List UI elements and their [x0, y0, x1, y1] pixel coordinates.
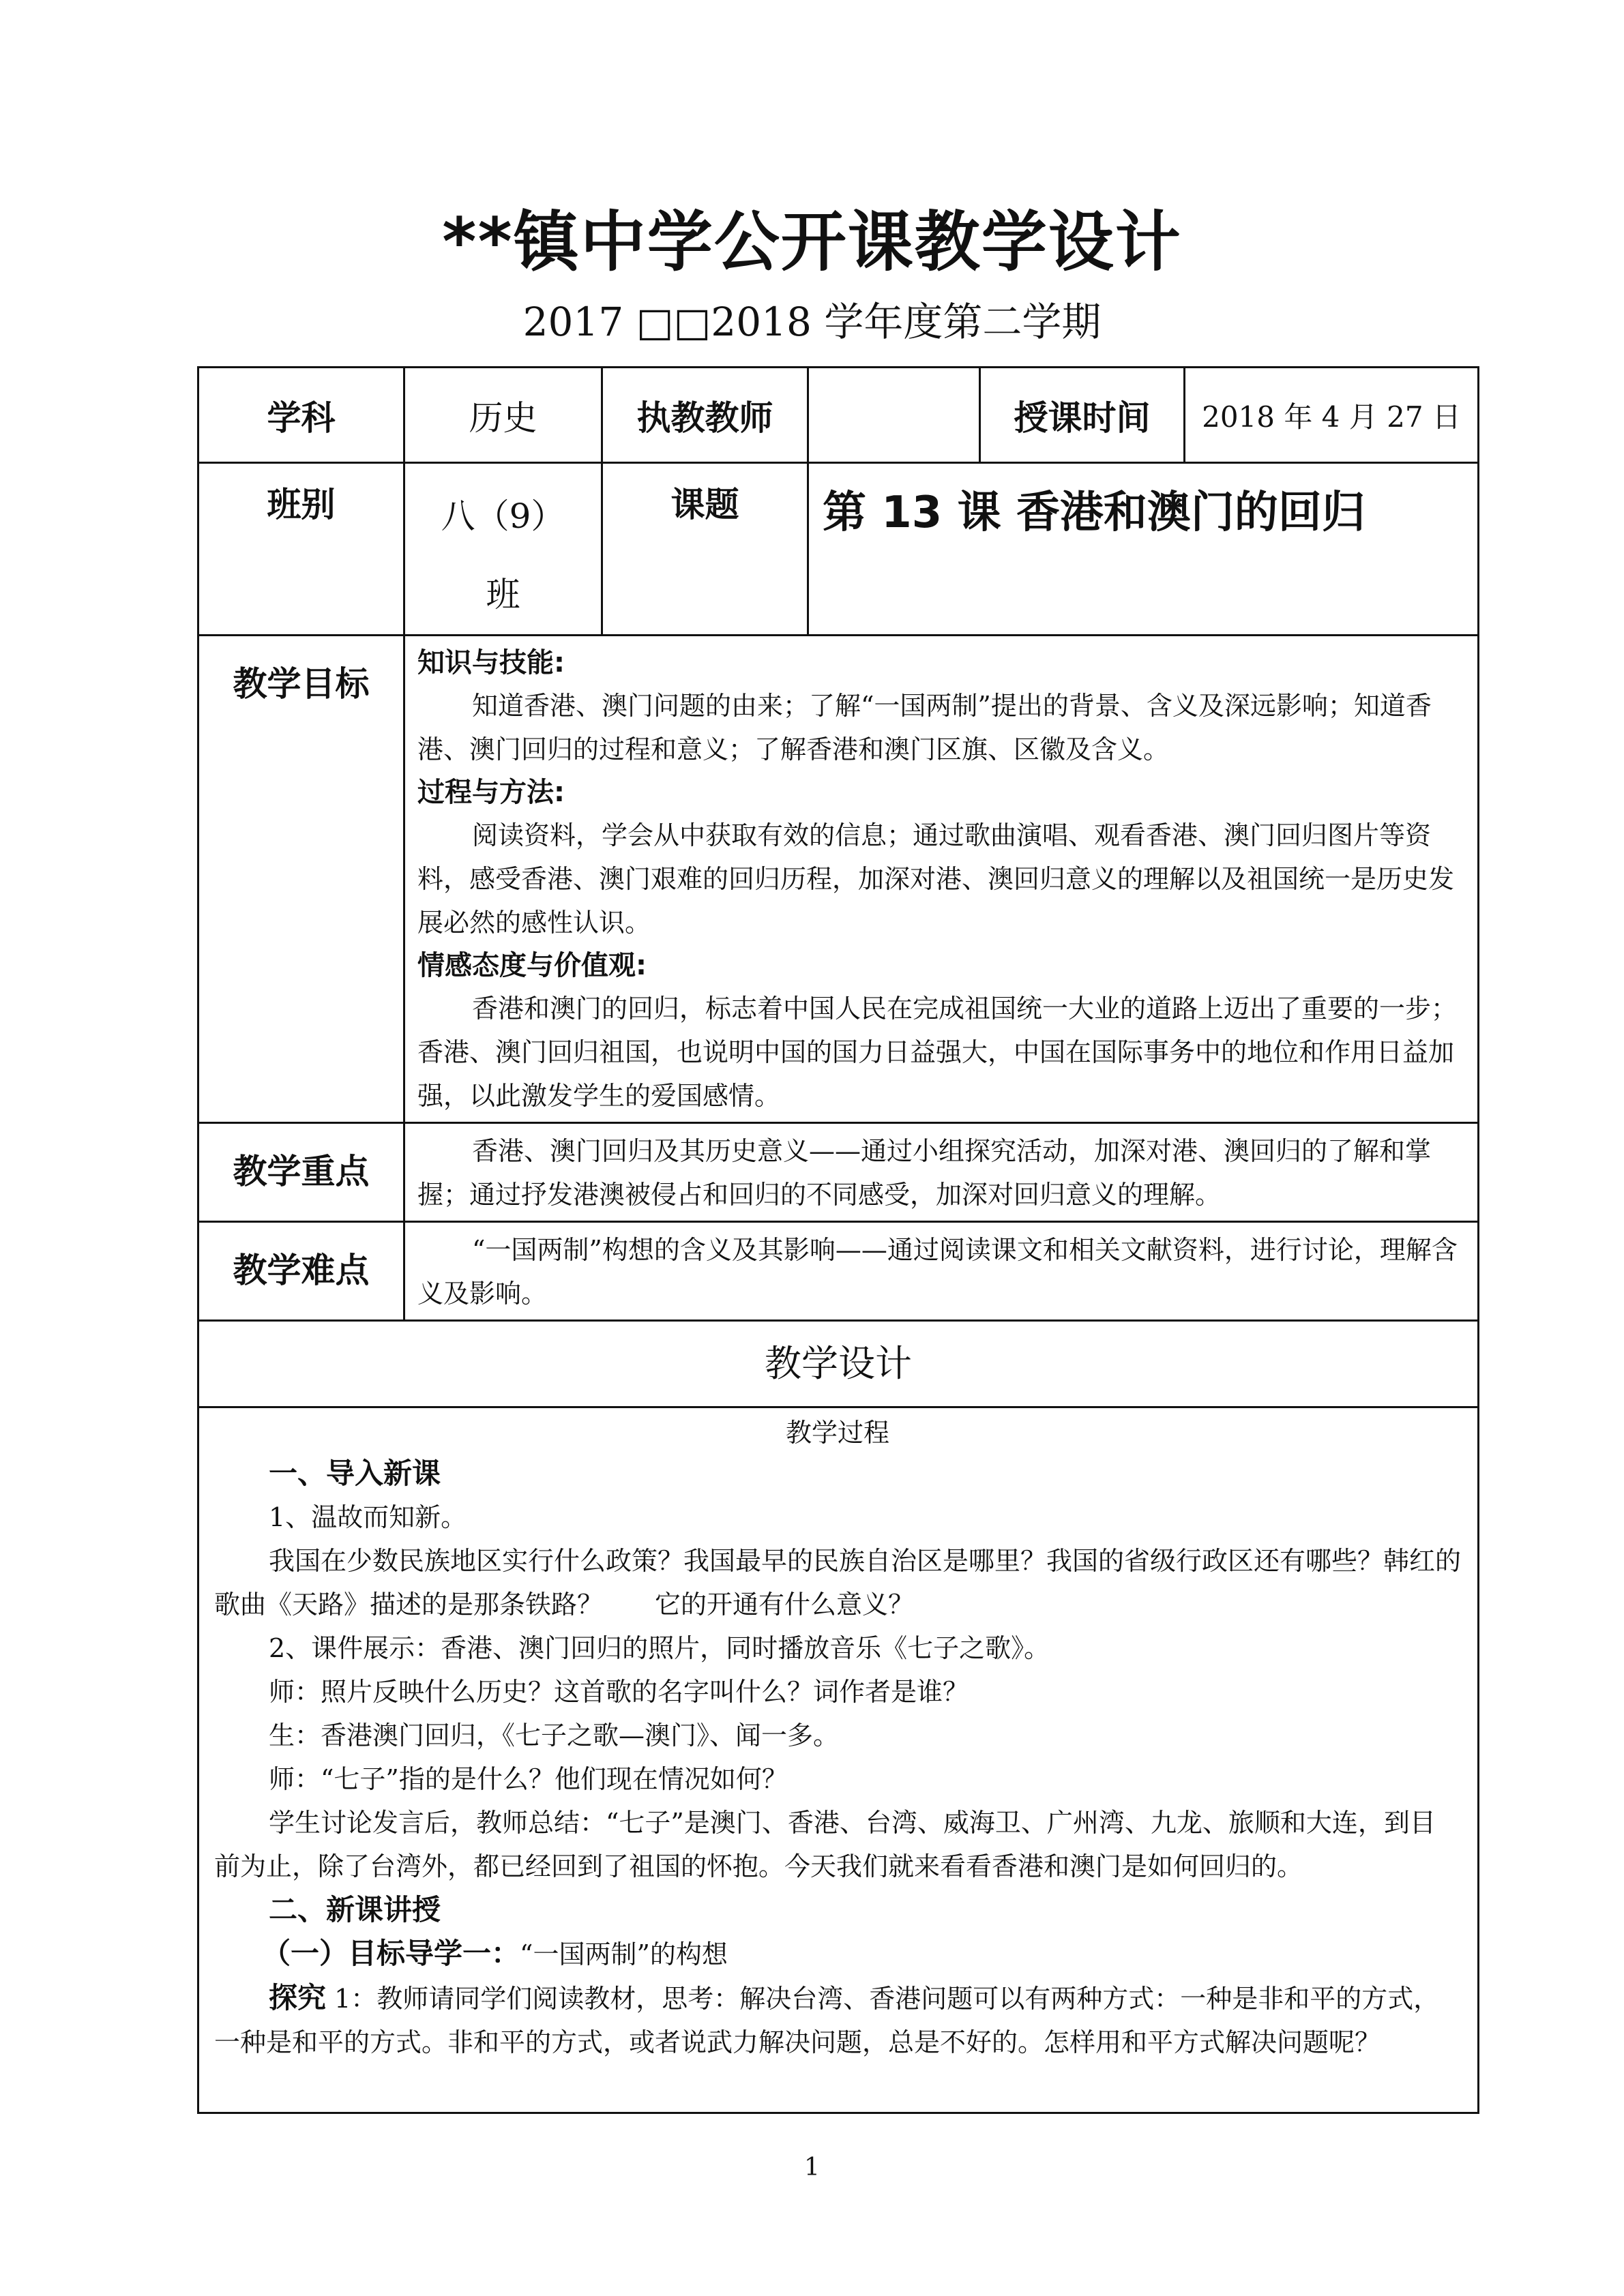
class-value: [404, 463, 602, 636]
subsection-1: [214, 1932, 1461, 1976]
page-subtitle: 2017 □□2018 学年度第二学期: [522, 299, 1102, 345]
knowledge-heading: 知识与技能:: [417, 647, 565, 679]
key-points-label: 教学重点: [198, 1123, 404, 1222]
design-title: 教学设计: [198, 1321, 1479, 1407]
objectives-content: [404, 636, 1479, 1123]
topic-label: 课题: [602, 463, 808, 636]
subject-label: 学科: [198, 368, 404, 463]
subject-value: 历史: [404, 368, 602, 463]
header-row-2: [198, 463, 1479, 636]
page-title: **镇中学公开课教学设计: [442, 204, 1182, 280]
teacher-value: [808, 368, 980, 463]
topic-value: 第 13 课 香港和澳门的回归: [808, 463, 1479, 636]
subsection-1-label: （一）目标导学一：: [262, 1937, 520, 1970]
difficulties-row: [198, 1222, 1479, 1321]
class-label: 班别: [198, 463, 404, 636]
design-process-content: [198, 1407, 1479, 2113]
time-value: 2018 年 4 月 27 日: [1185, 368, 1479, 463]
emotion-text: 香港和澳门的回归，标志着中国人民在完成祖国统一大业的道路上迈出了重要的一步；香港、澳门回归祖国，也说明中国的国力日益强大，中国在国际事务中的地位和作用日益加强，以此激发学生的爱国感情。: [417, 994, 1458, 1111]
section-1-heading: 一、导入新课: [269, 1457, 441, 1490]
inquiry-1-label: 探究: [269, 1981, 327, 2014]
difficulties-text: “一国两制”构想的含义及其影响——通过阅读课文和相关文献资料，进行讨论，理解含义及影响。: [417, 1235, 1458, 1309]
design-title-row: [198, 1321, 1479, 1407]
section-2-heading: 二、新课讲授: [269, 1893, 441, 1926]
process-text: 阅读资料，学会从中获取有效的信息；通过歌曲演唱、观看香港、澳门回归图片等资料，感受香港、澳门艰难的回归历程，加深对港、澳回归意义的理解以及祖国统一是历史发展必然的感性认识。: [417, 820, 1455, 938]
knowledge-text: 知道香港、澳门问题的由来；了解“一国两制”提出的背景、含义及深远影响；知道香港、澳门回归的过程和意义；了解香港和澳门区旗、区徽及含义。: [417, 691, 1432, 764]
header-row-1: [198, 368, 1479, 463]
objectives-label: 教学目标: [198, 636, 404, 1123]
objectives-row: [198, 636, 1479, 1123]
paragraph-6: 师：“七子”指的是什么？他们现在情况如何？: [269, 1764, 788, 1794]
lesson-plan-table: [197, 366, 1479, 2114]
paragraph-2: 我国在少数民族地区实行什么政策？我国最早的民族自治区是哪里？我国的省级行政区还有哪些？韩红的歌曲《天路》描述的是那条铁路？ 它的开通有什么意义？: [214, 1546, 1462, 1620]
paragraph-3: 2、课件展示：香港、澳门回归的照片，同时播放音乐《七子之歌》。: [269, 1633, 1050, 1663]
design-process-row: [198, 1407, 1479, 2113]
teacher-label: 执教教师: [602, 368, 808, 463]
page-number: 1: [804, 2153, 820, 2181]
inquiry-1: [214, 1976, 1461, 2064]
subsection-1-text: “一国两制”的构想: [520, 1939, 728, 1969]
key-points-content: [404, 1123, 1479, 1222]
process-title: 教学过程: [785, 1418, 889, 1448]
paragraph-4: 师：照片反映什么历史？这首歌的名字叫什么？词作者是谁？: [269, 1677, 969, 1707]
difficulties-content: [404, 1222, 1479, 1321]
difficulties-label: 教学难点: [198, 1222, 404, 1321]
key-points-row: [198, 1123, 1479, 1222]
time-label: 授课时间: [980, 368, 1185, 463]
key-points-text: 香港、澳门回归及其历史意义——通过小组探究活动，加深对港、澳回归的了解和掌握；通过抒发港澳被侵占和回归的不同感受，加深对回归意义的理解。: [417, 1136, 1432, 1210]
inquiry-1-text: 1：教师请同学们阅读教材，思考：解决台湾、香港问题可以有两种方式：一种是非和平的方式，一种是和平的方式。非和平的方式，或者说武力解决问题，总是不好的。怎样用和平方式解决问题呢？: [214, 1984, 1440, 2057]
class-value-line2: 班: [486, 575, 520, 614]
paragraph-1: 1、温故而知新。: [269, 1502, 467, 1532]
process-heading: 过程与方法:: [417, 777, 565, 808]
paragraph-7: 学生讨论发言后，教师总结：“七子”是澳门、香港、台湾、威海卫、广州湾、九龙、旅顺和大连，到目前为止，除了台湾外，都已经回到了祖国的怀抱。今天我们就来看看香港和澳门是如何回归的。: [214, 1808, 1436, 1881]
paragraph-5: 生：香港澳门回归，《七子之歌—澳门》、闻一多。: [269, 1720, 840, 1750]
class-value-line1: 八（9）: [441, 496, 565, 536]
emotion-heading: 情感态度与价值观:: [417, 950, 647, 981]
